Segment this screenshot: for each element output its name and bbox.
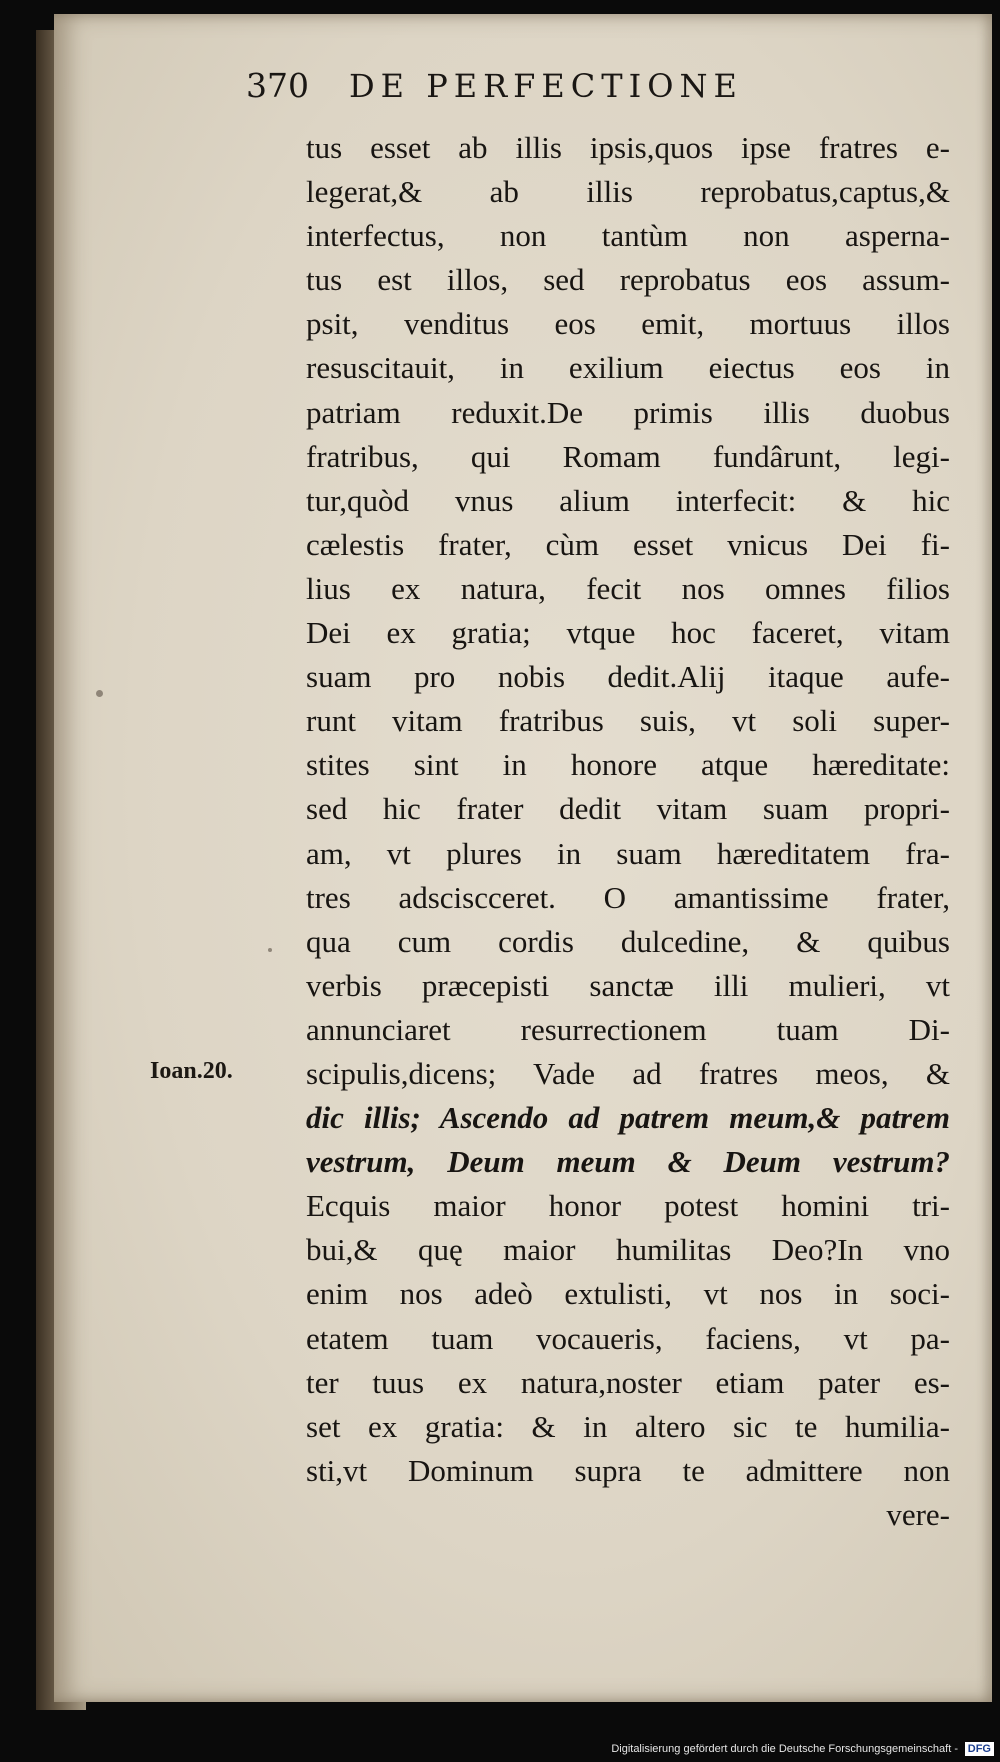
paper-speck xyxy=(268,948,272,952)
text-line: suam pro nobis dedit.Alij itaque aufe- xyxy=(306,659,950,695)
text-line: fratribus, qui Romam fundârunt, legi- xyxy=(306,438,950,474)
page-header xyxy=(246,66,743,105)
running-head: DE PERFECTIONE xyxy=(349,67,743,105)
text-line: sed hic frater dedit vitam suam propri- xyxy=(306,791,950,827)
text-line: sti,vt Dominum supra te admittere non xyxy=(306,1452,950,1488)
catchword: vere- xyxy=(886,1496,950,1532)
text-line: stites sint in honore atque hæreditate: xyxy=(306,747,950,783)
text-line: interfectus, non tantùm non asperna- xyxy=(306,218,950,254)
dfg-logo: DFG xyxy=(965,1742,994,1756)
text-line: qua cum cordis dulcedine, & quibus xyxy=(306,923,950,959)
text-line: tus est illos, sed reprobatus eos assum- xyxy=(306,262,950,298)
text-line: patriam reduxit.De primis illis duobus xyxy=(306,394,950,430)
text-line: bui,& quę maior humilitas Deo?In vno xyxy=(306,1232,950,1268)
text-line: lius ex natura, fecit nos omnes filios xyxy=(306,570,950,606)
text-line: annunciaret resurrectionem tuam Di- xyxy=(306,1011,950,1047)
text-line: scipulis,dicens; Vade ad fratres meos, & xyxy=(306,1055,950,1091)
text-line: ter tuus ex natura,noster etiam pater es- xyxy=(306,1364,950,1400)
quoted-line: dic illis; Ascendo ad patrem meum,& patrem xyxy=(306,1100,950,1136)
text-line: resuscitauit, in exilium eiectus eos in xyxy=(306,350,950,386)
funding-credit: Digitalisierung gefördert durch die Deutsche Forschungsgemeinschaft - xyxy=(611,1743,958,1755)
text-line: cælestis frater, cùm esset vnicus Dei fi- xyxy=(306,526,950,562)
quoted-line: vestrum, Deum meum & Deum vestrum? xyxy=(306,1144,950,1180)
text-line: set ex gratia: & in altero sic te humilia- xyxy=(306,1408,950,1444)
body-text xyxy=(306,126,950,1537)
text-line: tur,quòd vnus alium interfecit: & hic xyxy=(306,482,950,518)
marginal-reference: Ioan.20. xyxy=(150,1058,233,1084)
text-line: psit, venditus eos emit, mortuus illos xyxy=(306,306,950,342)
page-number: 370 xyxy=(246,66,309,105)
text-line: Ecquis maior honor potest homini tri- xyxy=(306,1188,950,1224)
paper-speck xyxy=(96,690,103,697)
text-line: legerat,& ab illis reprobatus,captus,& xyxy=(306,174,950,210)
text-line: am, vt plures in suam hæreditatem fra- xyxy=(306,835,950,871)
text-line: tres adsciscceret. O amantissime frater, xyxy=(306,879,950,915)
text-line: runt vitam fratribus suis, vt soli super- xyxy=(306,703,950,739)
text-line: enim nos adeò extulisti, vt nos in soci- xyxy=(306,1276,950,1312)
text-line: tus esset ab illis ipsis,quos ipse fratres e- xyxy=(306,130,950,165)
text-line: etatem tuam vocaueris, faciens, vt pa- xyxy=(306,1320,950,1356)
text-line: verbis præcepisti sanctæ illi mulieri, vt xyxy=(306,967,950,1003)
text-line: Dei ex gratia; vtque hoc faceret, vitam xyxy=(306,615,950,651)
